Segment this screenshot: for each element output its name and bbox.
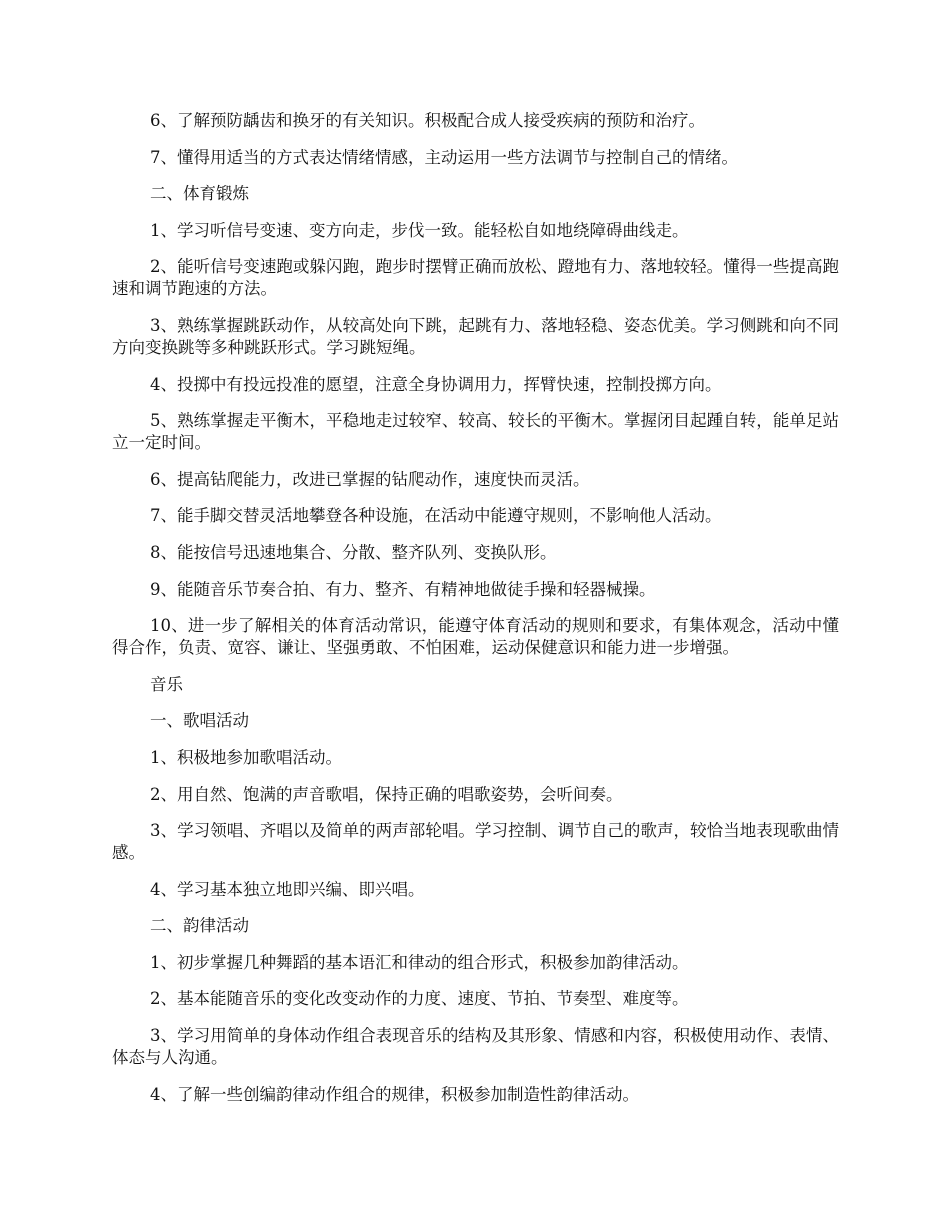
- paragraph: 8、能按信号迅速地集合、分散、整齐队列、变换队形。: [150, 542, 557, 562]
- paragraph: 1、初步掌握几种舞蹈的基本语汇和律动的组合形式，积极参加韵律活动。: [150, 952, 689, 972]
- paragraph: 4、投掷中有投远投准的愿望，注意全身协调用力，挥臂快速，控制投掷方向。: [150, 374, 722, 394]
- paragraph: 2、能听信号变速跑或躲闪跑，跑步时摆臂正确而放松、蹬地有力、落地较轻。懂得一些提高跑速和调节跑速的方法。: [112, 257, 839, 299]
- section-heading: 音乐: [150, 674, 183, 694]
- paragraph: 9、能随音乐节奏合拍、有力、整齐、有精神地做徒手操和轻器械操。: [150, 579, 656, 599]
- paragraph: 4、学习基本独立地即兴编、即兴唱。: [150, 879, 425, 899]
- section-heading: 一、歌唱活动: [150, 711, 249, 731]
- paragraph: 7、懂得用适当的方式表达情绪情感，主动运用一些方法调节与控制自己的情绪。: [150, 147, 738, 167]
- section-heading: 二、体育锻炼: [150, 184, 249, 204]
- paragraph: 1、积极地参加歌唱活动。: [150, 747, 342, 767]
- paragraph: 1、学习听信号变速、变方向走，步伐一致。能轻松自如地绕障碍曲线走。: [150, 220, 689, 240]
- paragraph: 10、进一步了解相关的体育活动常识，能遵守体育活动的规则和要求，有集体观念，活动中懂得合作，负责、宽容、谦让、坚强勇敢、不怕困难，运动保健意识和能力进一步增强。: [112, 616, 839, 658]
- paragraph: 2、基本能随音乐的变化改变动作的力度、速度、节拍、节奏型、难度等。: [150, 989, 689, 1009]
- paragraph: 6、提高钻爬能力，改进已掌握的钻爬动作，速度快而灵活。: [150, 469, 590, 489]
- paragraph: 7、能手脚交替灵活地攀登各种设施，在活动中能遵守规则，不影响他人活动。: [150, 506, 722, 526]
- paragraph: 3、熟练掌握跳跃动作，从较高处向下跳，起跳有力、落地轻稳、姿态优美。学习侧跳和向不同方向变换跳等多种跳跃形式。学习跳短绳。: [112, 315, 839, 357]
- paragraph: 6、了解预防龋齿和换牙的有关知识。积极配合成人接受疾病的预防和治疗。: [150, 111, 705, 130]
- paragraph: 5、熟练掌握走平衡木，平稳地走过较窄、较高、较长的平衡木。掌握闭目起踵自转，能单足站立一定时间。: [112, 411, 839, 453]
- paragraph: 3、学习用简单的身体动作组合表现音乐的结构及其形象、情感和内容，积极使用动作、表情、体态与人沟通。: [112, 1026, 839, 1068]
- section-heading: 二、韵律活动: [150, 916, 249, 936]
- document-page: [112, 110, 839, 1120]
- paragraph: 2、用自然、饱满的声音歌唱，保持正确的唱歌姿势，会听间奏。: [150, 784, 623, 804]
- paragraph: 4、了解一些创编韵律动作组合的规律，积极参加制造性韵律活动。: [150, 1084, 639, 1104]
- paragraph: 3、学习领唱、齐唱以及简单的两声部轮唱。学习控制、调节自己的歌声，较恰当地表现歌曲情感。: [112, 821, 839, 863]
